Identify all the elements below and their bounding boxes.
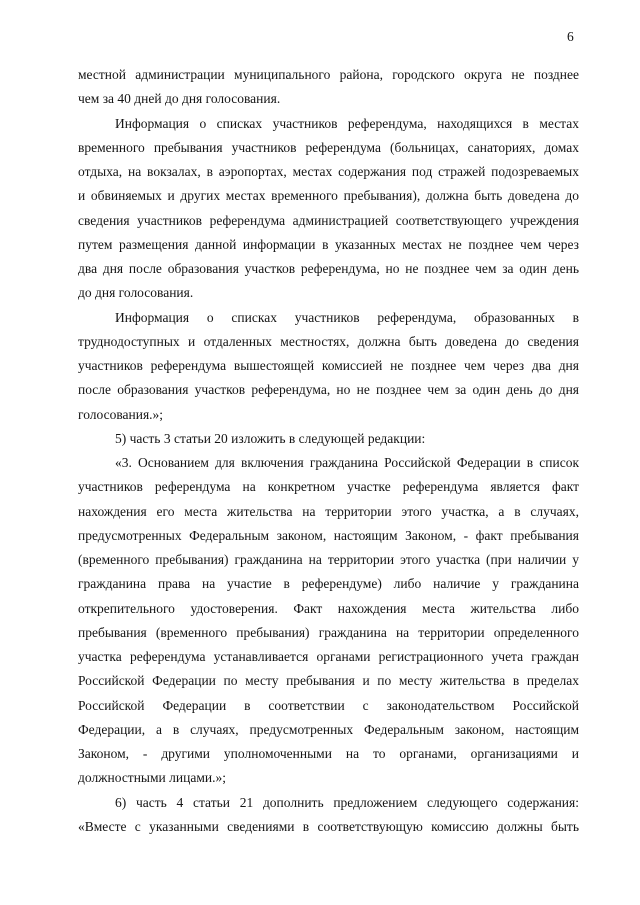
text-line: Информация о списках участников референдума, образованных в (115, 309, 579, 325)
text-line: (временного пребывания) гражданина на территории этого участка (при наличии у (78, 552, 579, 567)
paragraph (78, 112, 579, 306)
text-line: пребывания (временного пребывания) гражданина на территории определенного (78, 624, 579, 640)
paragraph (78, 427, 579, 451)
text-line: «Вместе с указанными сведениями в соответствующую комиссию должны быть (78, 818, 579, 834)
paragraph (78, 63, 579, 112)
text-line: участка референдума устанавливается органами регистрационного учета граждан (78, 649, 579, 664)
text-line: до дня голосования. (78, 285, 194, 301)
text-line: Информация о списках участников референдума, находящихся в местах (115, 115, 579, 131)
text-line: два дня после образования участков референдума, но не позднее чем за один день (78, 261, 579, 276)
text-line: гражданина права на участие в референдуме) либо наличие у гражданина (78, 576, 579, 592)
text-line: временного пребывания участников референдума (больницах, санаториях, домах (78, 139, 579, 155)
text-line: должностными лицами.»; (78, 770, 226, 786)
text-line: сведения участников референдума администрацией соответствующего учреждения (78, 212, 579, 228)
page-number: 6 (567, 29, 574, 44)
paragraph (78, 451, 579, 791)
paragraph (78, 791, 579, 840)
text-line: после образования участков референдума, но не позднее чем за один день до дня (78, 382, 579, 398)
text-line: чем за 40 дней до дня голосования. (78, 91, 281, 107)
text-line: Законом, - другими уполномоченными на то органами, организациями и (78, 746, 579, 761)
text-line: 6) часть 4 статьи 21 дополнить предложением следующего содержания: (115, 794, 579, 810)
text-line: и обвиняемых и других местах временного пребывания), должна быть доведена до (78, 188, 579, 204)
text-line: Российской Федерации по месту пребывания и по месту жительства в пределах (78, 673, 579, 689)
text-line: Российской Федерации в соответствии с законодательством Российской (78, 697, 579, 713)
text-line: нахождения его места жительства на территории этого участка, а в случаях, (78, 503, 579, 519)
text-line: предусмотренных Федеральным законом, настоящим Законом, - факт пребывания (78, 527, 579, 543)
text-line: участников референдума на конкретном участке референдума является факт (78, 479, 579, 495)
document-body (78, 63, 579, 839)
text-line: Федерации, а в случаях, предусмотренных Федеральным законом, настоящим (78, 721, 579, 737)
text-line: участников референдума вышестоящей комиссией не позднее чем через два дня (78, 358, 579, 373)
text-line: голосования.»; (78, 406, 164, 422)
text-line: отдыха, на вокзалах, в аэропортах, местах содержания под стражей подозреваемых (78, 164, 579, 179)
text-line: открепительного удостоверения. Факт нахождения места жительства либо (78, 600, 579, 616)
text-line: путем размещения данной информации в указанных местах не позднее чем через (78, 236, 579, 252)
text-line: 5) часть 3 статьи 20 изложить в следующей редакции: (115, 430, 426, 446)
text-line: труднодоступных и отдаленных местностях, должна быть доведена до сведения (78, 333, 579, 349)
text-line: местной администрации муниципального района, городского округа не позднее (78, 67, 579, 82)
paragraph (78, 306, 579, 427)
text-line: «3. Основанием для включения гражданина Российской Федерации в список (115, 455, 579, 470)
